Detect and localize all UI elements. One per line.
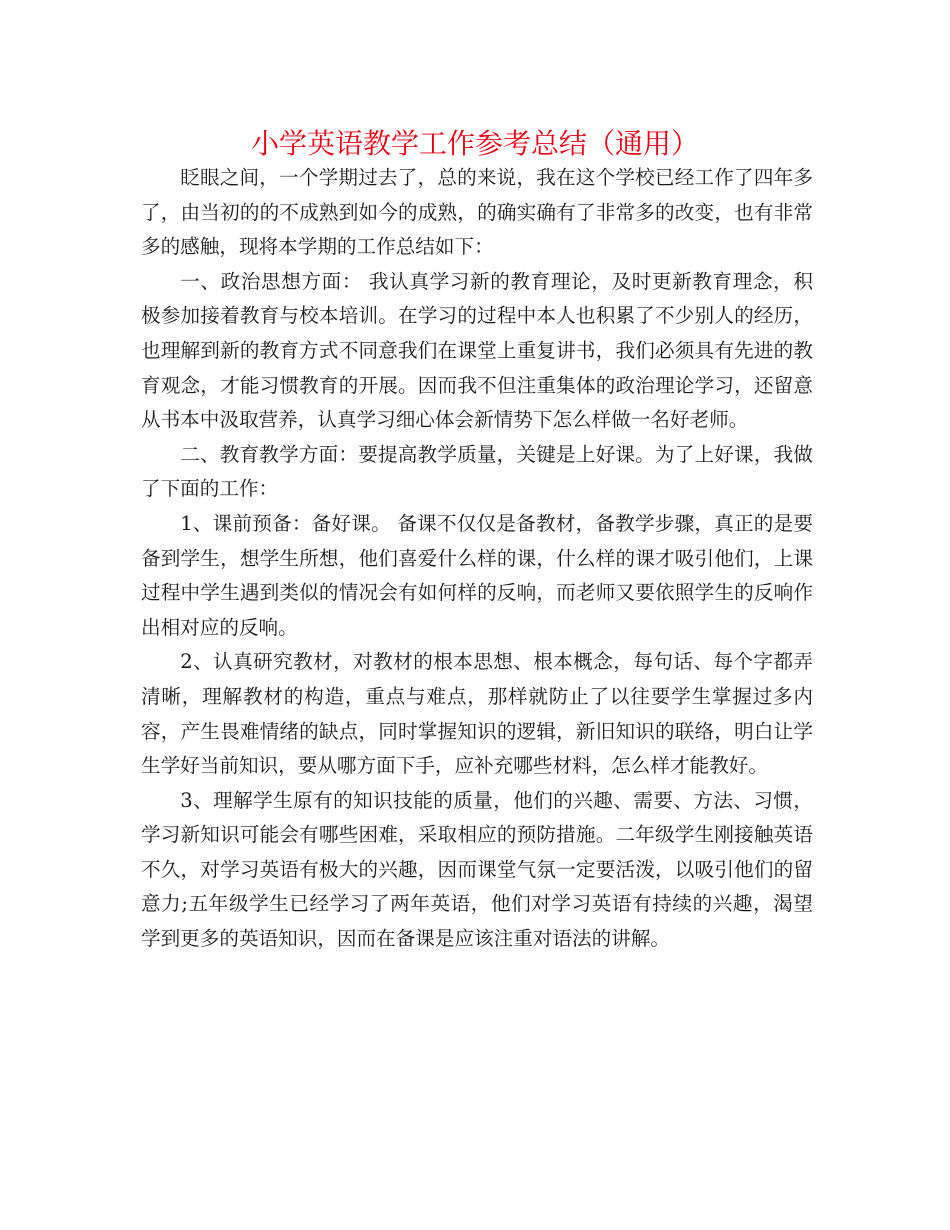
paragraph-teaching: 二、教育教学方面：要提高教学质量，关键是上好课。为了上好课，我做了下面的工作： <box>141 442 813 501</box>
document-title: 小学英语教学工作参考总结（通用） <box>250 127 699 160</box>
document-body <box>141 161 813 957</box>
paragraph-item-2: 2、认真研究教材，对教材的根本思想、根本概念，每句话、每个字都弄清晰，理解教材的构造，重点与难点，那样就防止了以往要学生掌握过多内容，产生畏难情绪的缺点，同时掌握知识的逻辑，新旧知识的联络，明白让学生学好当前知识，要从哪方面下手，应补充哪些材料，怎么样才能教好。 <box>141 650 813 778</box>
paragraph-item-1: 1、课前预备：备好课。 备课不仅仅是备教材，备教学步骤，真正的是要备到学生，想学生所想，他们喜爱什么样的课，什么样的课才吸引他们，上课过程中学生遇到类似的情况会有如何样的反响，而老师又要依照学生的反响作出相对应的反响。 <box>141 511 813 639</box>
paragraph-intro: 眨眼之间，一个学期过去了，总的来说，我在这个学校已经工作了四年多了，由当初的的不成熟到如今的成熟，的确实确有了非常多的改变，也有非常多的感触，现将本学期的工作总结如下： <box>141 166 813 259</box>
paragraph-political: 一、政治思想方面： 我认真学习新的教育理论，及时更新教育理念，积极参加接着教育与校本培训。在学习的过程中本人也积累了不少别人的经历，也理解到新的教育方式不同意我们在课堂上重复讲书，我们必须具有先进的教育观念，才能习惯教育的开展。因而我不但注重集体的政治理论学习，还留意从书本中汲取营养，认真学习细心体会新情势下怎么样做一名好老师。 <box>141 269 813 432</box>
paragraph-item-3: 3、理解学生原有的知识技能的质量，他们的兴趣、需要、方法、习惯，学习新知识可能会有哪些困难，采取相应的预防措施。二年级学生刚接触英语不久，对学习英语有极大的兴趣，因而课堂气氛一定要活泼，以吸引他们的留意力;五年级学生已经学习了两年英语，他们对学习英语有持续的兴趣，渴望学到更多的英语知识，因而在备课是应该注重对语法的讲解。 <box>141 788 813 951</box>
